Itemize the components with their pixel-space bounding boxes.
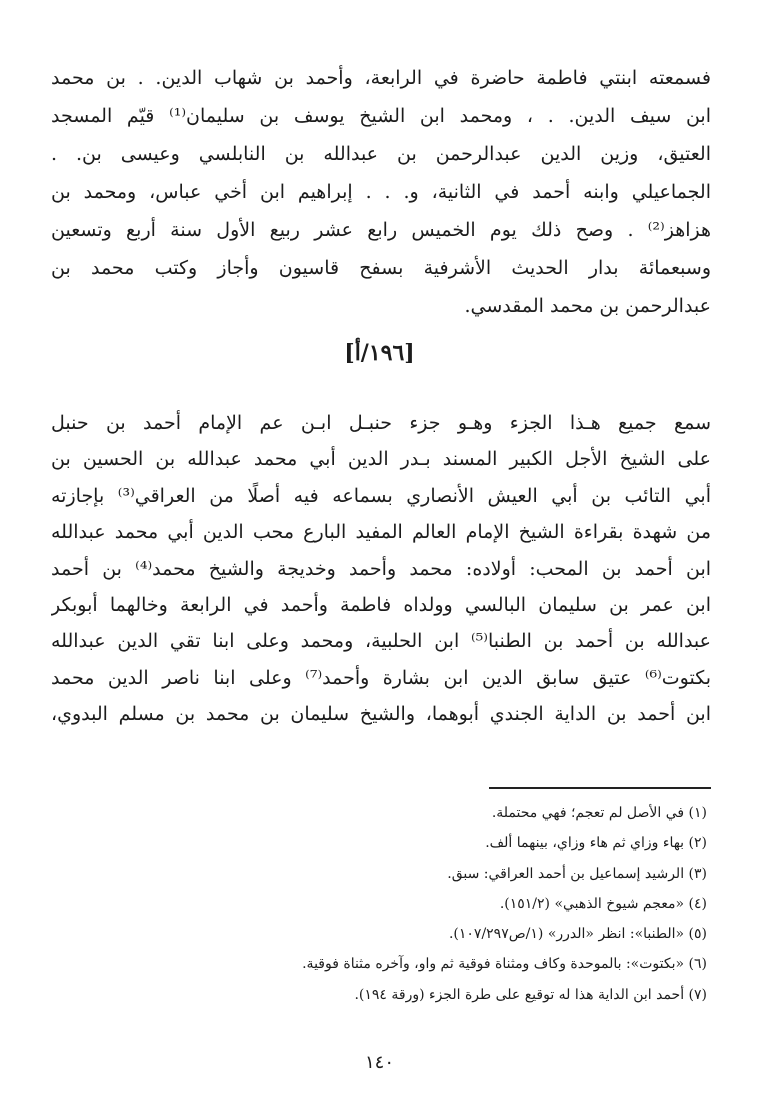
text-line: على الشيخ الأجل الكبير المسند بـدر الدين أبي محمد عبدالله بن الحسين بن xyxy=(51,448,711,471)
text-line: ابن سيف الدين. . ، ومحمد ابن الشيخ يوسف بن سليمان⁽¹⁾ قيّم المسجد xyxy=(51,105,711,127)
text-line: ابن أحمد بن الداية الجندي أبوهما، والشيخ سليمان بن محمد بن مسلم البدوي، xyxy=(51,703,711,726)
text-line: العتيق، وزين الدين عبدالرحمن بن عبدالله بن النابلسي وعيسى بن. . xyxy=(51,143,711,165)
footnote-item: (١) في الأصل لم تعجم؛ فهي محتملة. xyxy=(491,805,707,821)
text-line: أبي التائب بن أبي العيش الأنصاري بسماعه فيه أصلًا من العراقي⁽³⁾ بإجازته xyxy=(51,484,711,507)
text-line: سمع جميع هـذا الجزء وهـو جزء حنبـل ابـن عم الإمام أحمد بن حنبل xyxy=(51,412,711,434)
footnote-item: (٤) «معجم شيوخ الذهبي» (١٥١/٢). xyxy=(499,895,707,912)
text-line: عبدالرحمن بن محمد المقدسي. xyxy=(464,295,711,317)
paragraph-audition-note-2 xyxy=(51,405,711,733)
text-line: ابن عمر بن سليمان البالسي وولداه فاطمة وأحمد في الرابعة وخالهما أبوبكر xyxy=(51,593,711,616)
text-line: هزاهز⁽²⁾ . وصح ذلك يوم الخميس رابع عشر ربيع الأول سنة أربع وتسعين xyxy=(51,219,711,241)
text-line: بكتوت⁽⁶⁾ عتيق سابق الدين ابن بشارة وأحمد⁽⁷⁾ وعلى ابنا ناصر الدين محمد xyxy=(51,666,711,689)
text-line: عبدالله بن أحمد بن الطنبا⁽⁵⁾ ابن الحلبية، ومحمد وعلى ابنا تقي الدين عبدالله xyxy=(51,630,711,653)
page-number: ١٤٠ xyxy=(364,1052,394,1073)
footnote-item: (٣) الرشيد إسماعيل بن أحمد العراقي: سبق. xyxy=(447,865,707,882)
footnote-item: (٧) أحمد ابن الداية هذا له توقيع على طرة الجزء (ورقة ١٩٤). xyxy=(354,986,707,1003)
text-line: ابن أحمد بن المحب: أولاده: محمد وأحمد وخديجة والشيخ محمد⁽⁴⁾ بن أحمد xyxy=(51,557,711,580)
text-line: الجماعيلي وابنه أحمد في الثانية، و. . . إبراهيم ابن أخي عباس، ومحمد بن xyxy=(51,181,711,203)
text-line: من شهدة بقراءة الشيخ الإمام العالم المفيد البارع محب الدين أبي محمد عبدالله xyxy=(51,521,711,544)
footnote-item: (٦) «بكتوت»: بالموحدة وكاف ومثناة فوقية ثم واو، وآخره مثناة فوقية. xyxy=(302,956,707,973)
text-line: فسمعته ابنتي فاطمة حاضرة في الرابعة، وأحمد بن شهاب الدين. . بن محمد xyxy=(51,67,711,89)
footnote-item: (٥) «الطنبا»: انظر «الدرر» (١/ص١٠٧/٢٩٧). xyxy=(448,926,707,943)
footnotes-list xyxy=(107,798,707,1010)
text-line: وسبعمائة بدار الحديث الأشرفية بسفح قاسيون وأجاز وكتب محمد بن xyxy=(51,257,711,279)
footnote-item: (٢) بهاء وزاي ثم هاء وزاي، بينهما ألف. xyxy=(485,835,707,852)
section-heading-folio: [١٩٦/أ] xyxy=(344,340,415,366)
paragraph-audition-note-1 xyxy=(51,59,711,325)
footnote-separator xyxy=(489,787,711,789)
